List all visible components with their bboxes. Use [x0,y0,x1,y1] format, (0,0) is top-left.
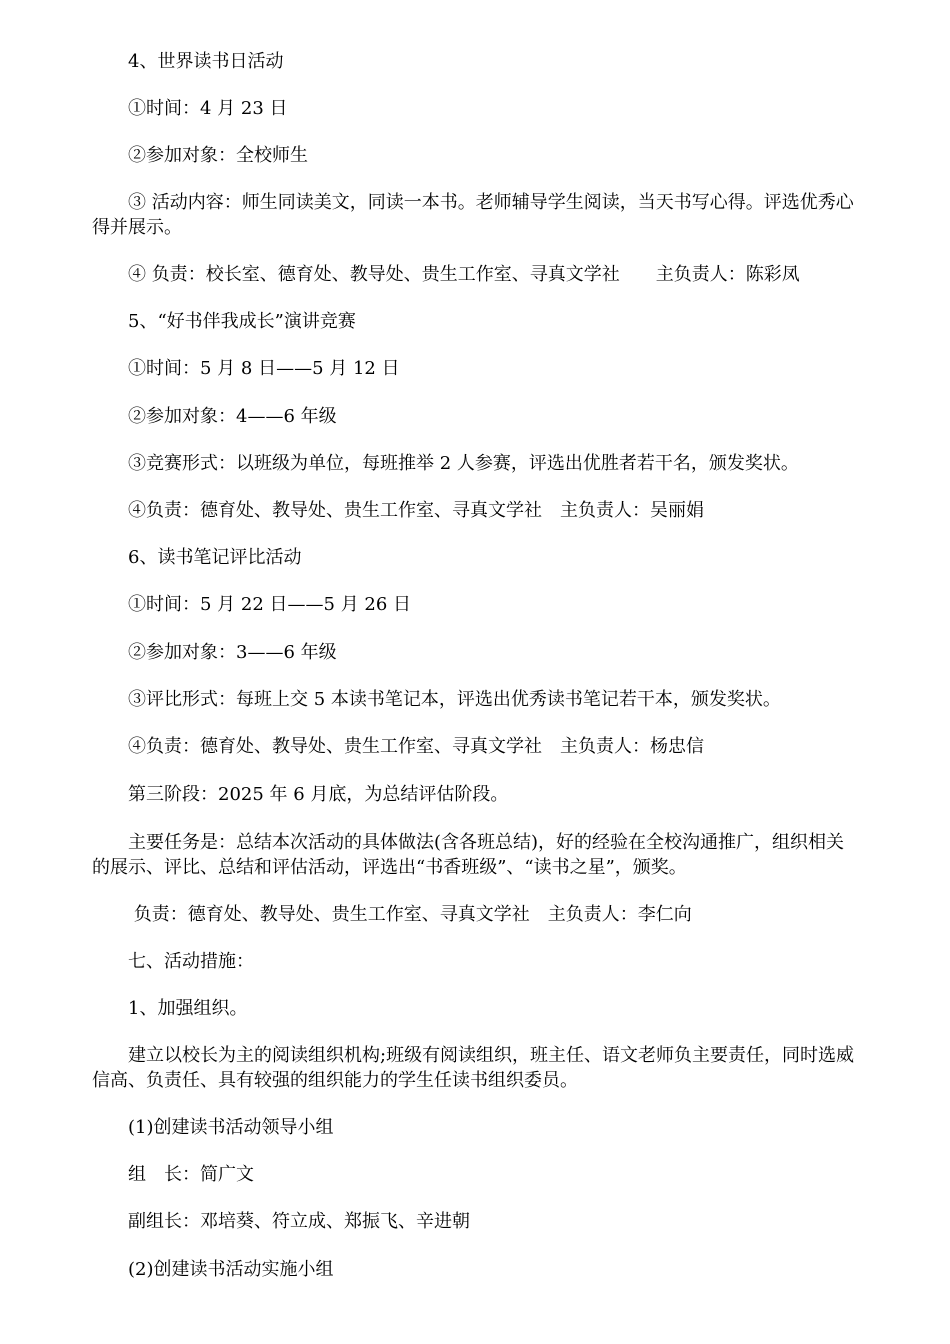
org-structure-text: 建立以校长为主的阅读组织机构;班级有阅读组织，班主任、语文老师负主要责任，同时选威信高、负责任、具有较强的组织能力的学生任读书组织委员。 [92,1045,855,1091]
item-responsible: 负责：德育处、教导处、贵生工作室、寻真文学社 主负责人：李仁向 [92,904,692,925]
item-activity-content: ③ 活动内容：师生同读美文，同读一本书。老师辅导学生阅读，当天书写心得。评选优秀心得并展示。 [92,192,854,238]
measure-strengthen-org: 1、加强组织。 [92,998,248,1019]
item-time: ①时间：5 月 22 日——5 月 26 日 [92,594,412,615]
item-participants: ②参加对象：4——6 年级 [92,406,337,427]
leadership-group-heading: (1)创建读书活动领导小组 [92,1117,334,1138]
item-time: ①时间：4 月 23 日 [92,98,288,119]
implementation-group-heading: (2)创建读书活动实施小组 [92,1259,334,1280]
heading-speech-contest: 5、“好书伴我成长”演讲竞赛 [92,311,356,332]
item-responsible: ④负责：德育处、教导处、贵生工作室、寻真文学社 主负责人：吴丽娟 [92,500,704,521]
item-contest-format: ③竞赛形式：以班级为单位，每班推举 2 人参赛，评选出优胜者若干名，颁发奖状。 [92,453,799,474]
item-responsible: ④负责：德育处、教导处、贵生工作室、寻真文学社 主负责人：杨忠信 [92,736,704,757]
heading-world-reading-day: 4、世界读书日活动 [92,51,284,72]
item-evaluation-format: ③评比形式：每班上交 5 本读书笔记本，评选出优秀读书笔记若干本，颁发奖状。 [92,689,781,710]
heading-notes-contest: 6、读书笔记评比活动 [92,547,302,568]
item-responsible: ④ 负责：校长室、德育处、教导处、贵生工作室、寻真文学社 主负责人：陈彩凤 [92,264,800,285]
section-heading-measures: 七、活动措施： [92,951,254,972]
deputy-leaders: 副组长：邓培葵、符立成、郑振飞、辛进朝 [92,1211,470,1232]
item-participants: ②参加对象：全校师生 [92,145,308,166]
group-leader: 组 长：简广文 [92,1164,254,1185]
stage-three: 第三阶段：2025 年 6 月底，为总结评估阶段。 [92,784,509,805]
main-tasks: 主要任务是：总结本次活动的具体做法(含各班总结)，好的经验在全校沟通推广，组织相关的展示、评比、总结和评估活动，评选出“书香班级”、“读书之星”，颁奖。 [92,832,845,878]
item-time: ①时间：5 月 8 日——5 月 12 日 [92,358,400,379]
item-participants: ②参加对象：3——6 年级 [92,642,337,663]
